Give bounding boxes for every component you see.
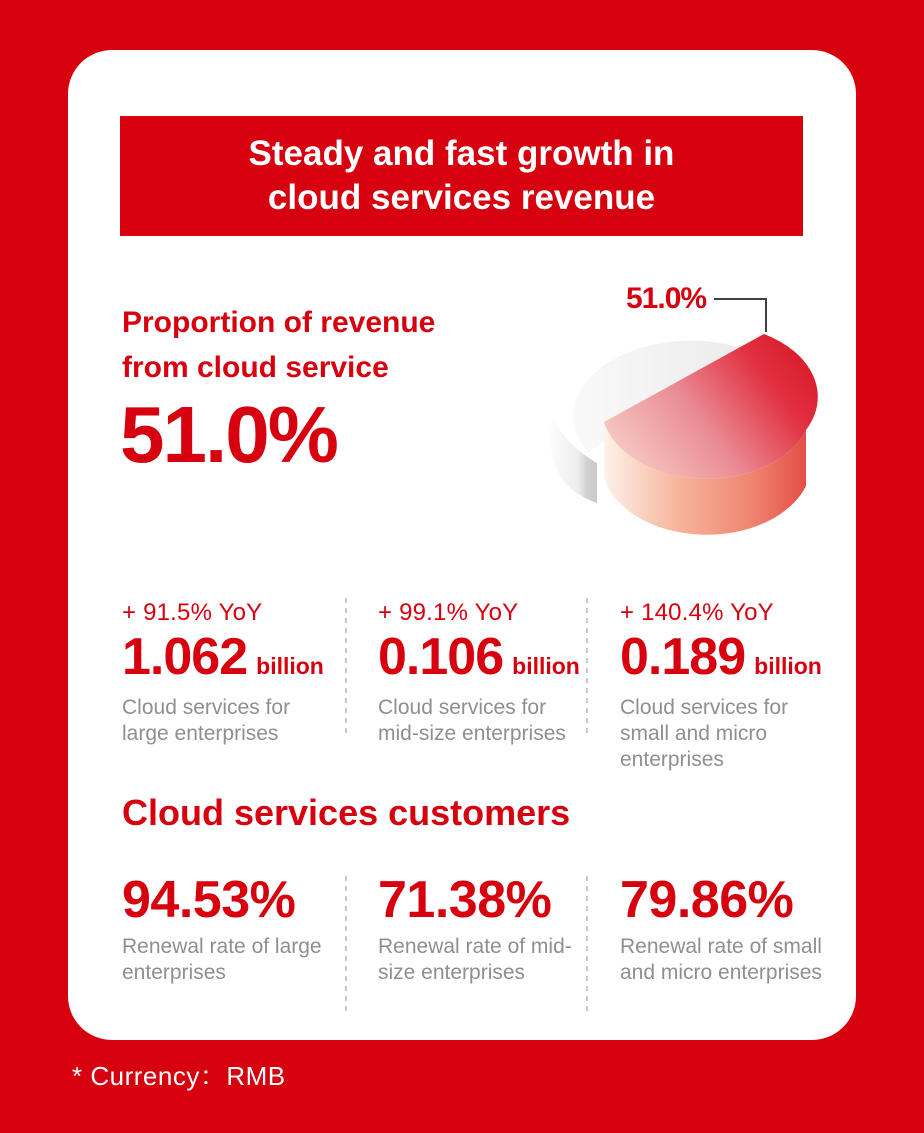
revenue-share-heading [122, 300, 542, 390]
stat-value: 0.106 [378, 628, 504, 686]
stat-caption: Cloud services for mid-size enterprises [378, 696, 566, 745]
renewal-caption: Renewal rate of large enterprises [122, 935, 322, 984]
stat-small-micro-enterprises [620, 598, 832, 773]
revenue-share-value: 51.0% [120, 390, 337, 479]
renewal-large-enterprises [122, 872, 334, 986]
column-divider [345, 598, 347, 738]
revenue-share-heading-line-1: Proportion of revenue [122, 306, 436, 339]
stat-unit: billion [512, 653, 580, 679]
pie-leader-line [714, 299, 766, 332]
title-line-2: cloud services revenue [267, 178, 656, 217]
title-banner [120, 116, 803, 236]
stat-value: 0.189 [620, 628, 746, 686]
stat-caption: Cloud services for large enterprises [122, 696, 291, 745]
stat-caption: Cloud services for small and micro enterprises [620, 696, 789, 771]
pie-chart-svg [545, 280, 830, 560]
renewal-value: 79.86% [620, 871, 794, 929]
pie-chart [545, 280, 830, 560]
stat-value-group [378, 629, 590, 685]
revenue-share-heading-line-2: from cloud service [122, 351, 389, 384]
stat-mid-size-enterprises [378, 598, 590, 747]
footer-note: * Currency：RMB [72, 1061, 286, 1091]
stat-unit: billion [754, 653, 822, 679]
stat-value: 1.062 [122, 628, 248, 686]
stat-unit: billion [256, 653, 324, 679]
column-divider [586, 876, 588, 1016]
renewal-mid-size-enterprises [378, 872, 590, 986]
renewal-value: 94.53% [122, 871, 296, 929]
title-line-1: Steady and fast growth in [248, 134, 675, 173]
renewal-caption: Renewal rate of mid-size enterprises [378, 935, 572, 984]
customers-heading: Cloud services customers [122, 792, 571, 833]
renewal-caption: Renewal rate of small and micro enterprises [620, 935, 822, 984]
content-card [68, 50, 856, 1040]
yoy-label: + 99.1% YoY [378, 599, 519, 626]
yoy-label: + 91.5% YoY [122, 599, 263, 626]
column-divider [586, 598, 588, 738]
renewal-small-micro-enterprises [620, 872, 832, 986]
renewal-value: 71.38% [378, 871, 552, 929]
yoy-label: + 140.4% YoY [620, 599, 774, 626]
stat-value-group [620, 629, 832, 685]
stat-large-enterprises [122, 598, 334, 747]
column-divider [345, 876, 347, 1016]
stat-value-group [122, 629, 334, 685]
pie-callout-label: 51.0% [626, 282, 707, 315]
